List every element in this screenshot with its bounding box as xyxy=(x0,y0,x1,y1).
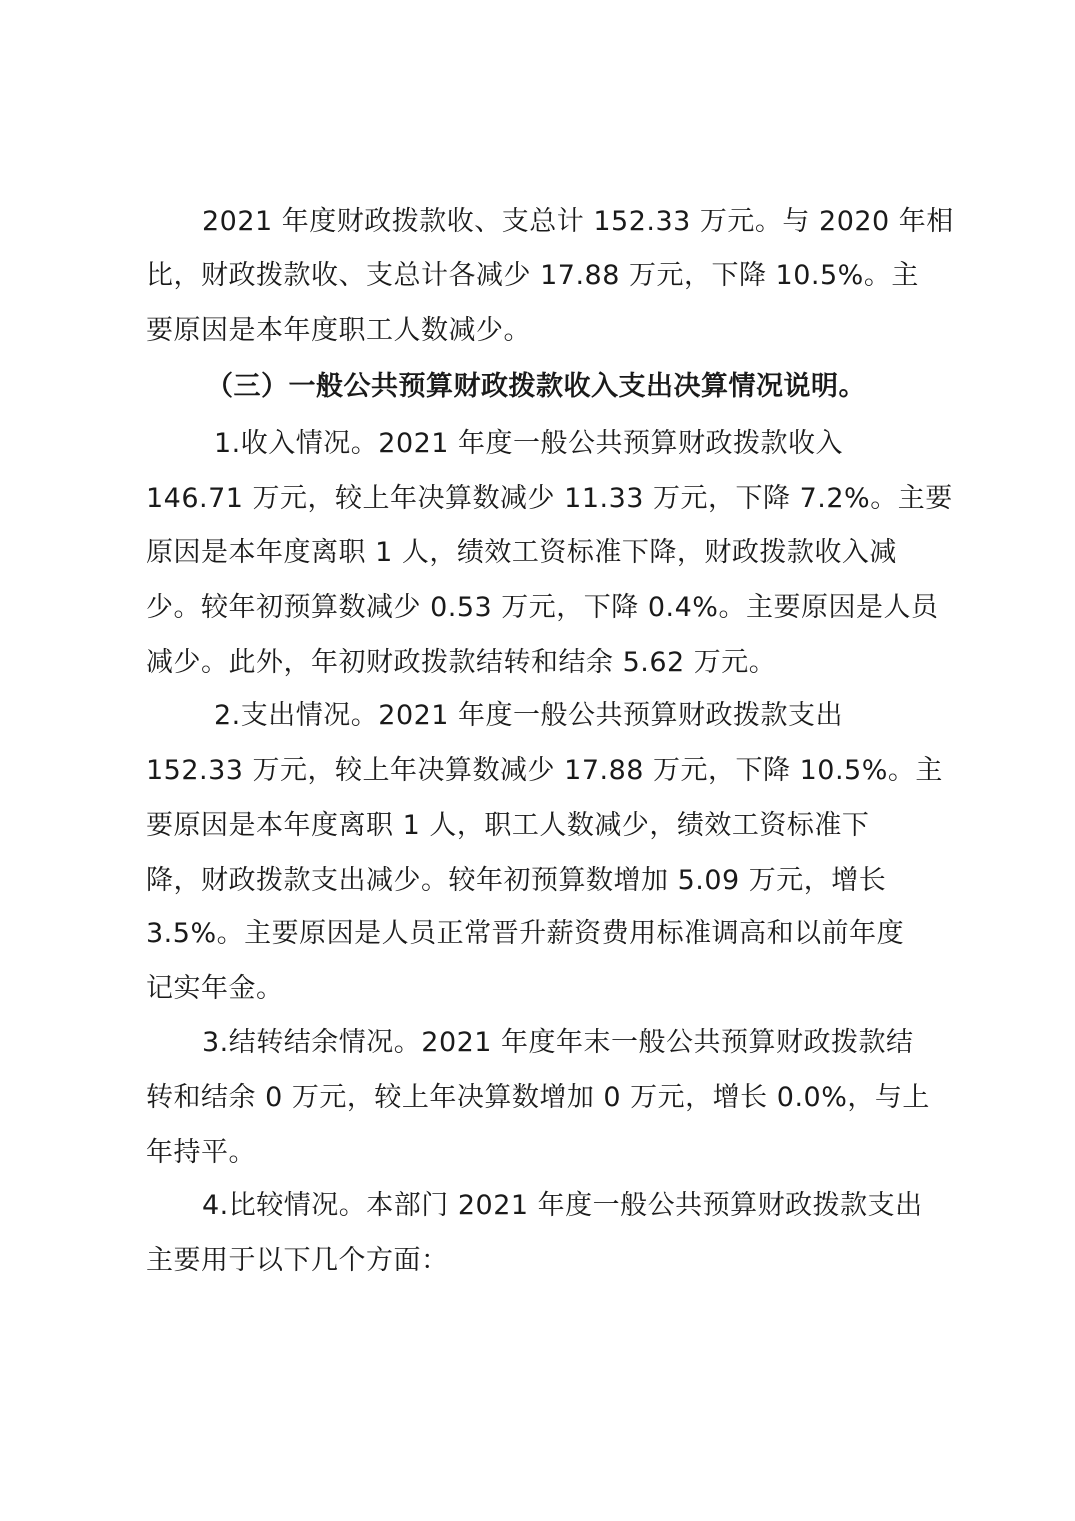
paragraph-5-line-2: 主要用于以下几个方面： xyxy=(146,1245,449,1276)
paragraph-3-line-1: 2.支出情况。2021 年度一般公共预算财政拨款支出 xyxy=(214,700,844,731)
paragraph-5-line-1: 4.比较情况。本部门 2021 年度一般公共预算财政拨款支出 xyxy=(202,1190,923,1221)
paragraph-4-line-2: 转和结余 0 万元，较上年决算数增加 0 万元，增长 0.0%，与上 xyxy=(146,1082,930,1113)
paragraph-3-line-3: 要原因是本年度离职 1 人，职工人数减少，绩效工资标准下 xyxy=(146,810,870,841)
paragraph-2-line-4: 少。较年初预算数减少 0.53 万元，下降 0.4%。主要原因是人员 xyxy=(146,592,939,623)
section-heading: （三）一般公共预算财政拨款收入支出决算情况说明。 xyxy=(206,371,866,402)
paragraph-4-line-3: 年持平。 xyxy=(146,1137,256,1168)
paragraph-1-line-2: 比，财政拨款收、支总计各减少 17.88 万元，下降 10.5%。主 xyxy=(146,260,919,291)
paragraph-2-line-2: 146.71 万元，较上年决算数减少 11.33 万元，下降 7.2%。主要 xyxy=(146,483,953,514)
paragraph-3-line-4: 降，财政拨款支出减少。较年初预算数增加 5.09 万元，增长 xyxy=(146,865,887,896)
paragraph-1-line-3: 要原因是本年度职工人数减少。 xyxy=(146,315,531,346)
paragraph-2-line-3: 原因是本年度离职 1 人，绩效工资标准下降，财政拨款收入减 xyxy=(146,537,897,568)
paragraph-2-line-5: 减少。此外，年初财政拨款结转和结余 5.62 万元。 xyxy=(146,647,777,678)
paragraph-3-line-5: 3.5%。主要原因是人员正常晋升薪资费用标准调高和以前年度 xyxy=(146,918,905,949)
paragraph-1-line-1: 2021 年度财政拨款收、支总计 152.33 万元。与 2020 年相 xyxy=(202,206,954,237)
paragraph-3-line-2: 152.33 万元，较上年决算数减少 17.88 万元，下降 10.5%。主 xyxy=(146,755,943,786)
paragraph-3-line-6: 记实年金。 xyxy=(146,973,284,1004)
paragraph-2-line-1: 1.收入情况。2021 年度一般公共预算财政拨款收入 xyxy=(214,428,844,459)
paragraph-4-line-1: 3.结转结余情况。2021 年度年末一般公共预算财政拨款结 xyxy=(202,1027,914,1058)
